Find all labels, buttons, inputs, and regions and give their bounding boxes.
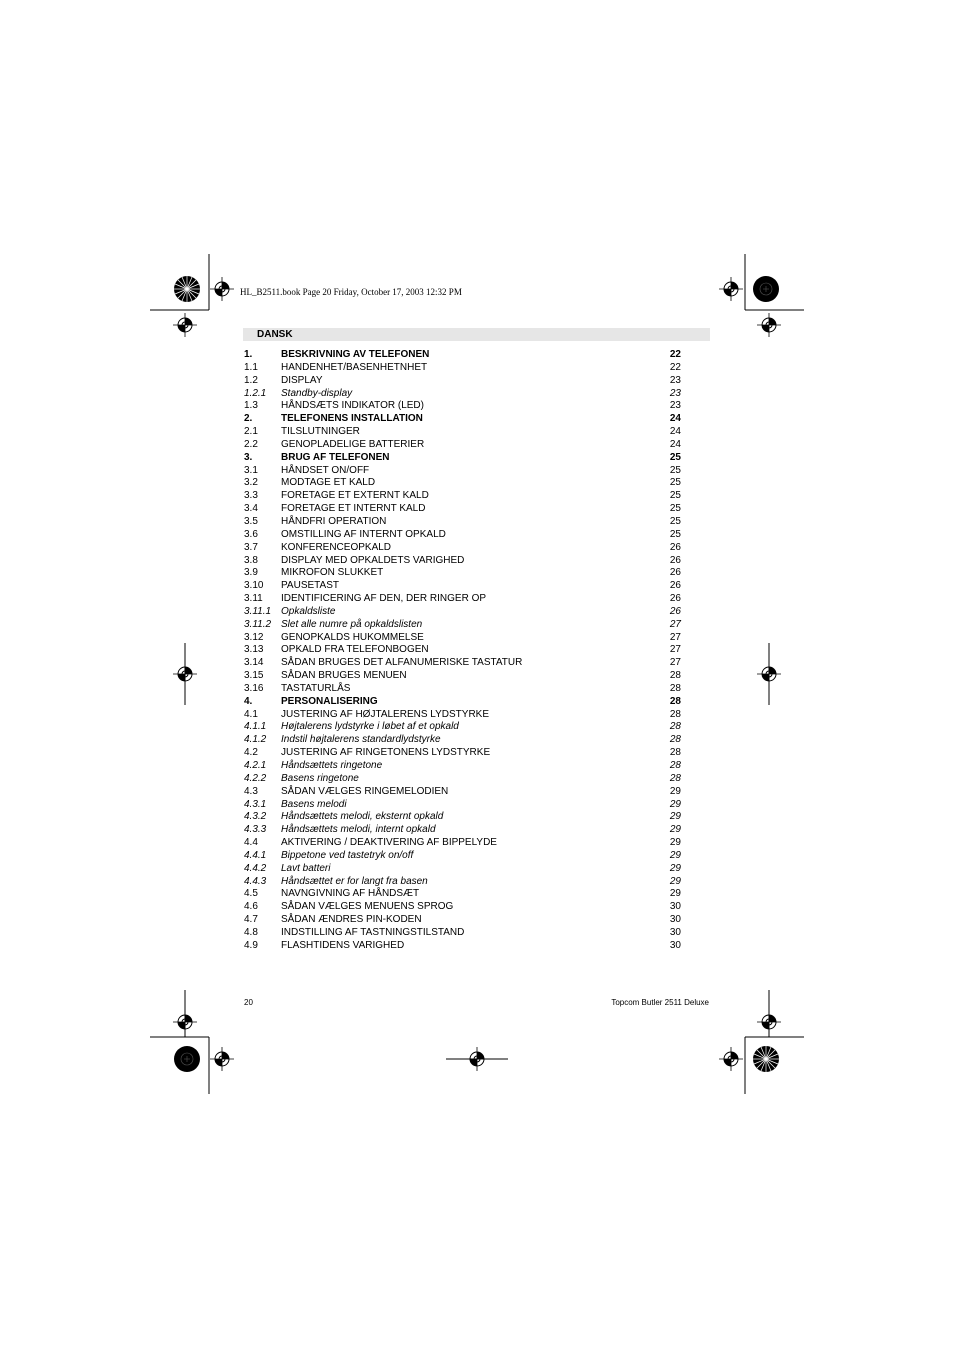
toc-entry-page: 29 [669, 849, 681, 861]
toc-entry-title: Håndsættet er for langt fra basen [281, 875, 428, 887]
toc-entry-page: 24 [669, 413, 681, 425]
toc-entry-num: 3.16 [244, 682, 264, 694]
toc-entry-num: 4.8 [244, 926, 258, 938]
toc-entry-title: INDSTILLING AF TASTNINGSTILSTAND [281, 926, 465, 938]
toc-entry-title: Bippetone ved tastetryk on/off [281, 849, 414, 861]
toc-entry-page: 28 [669, 747, 681, 759]
toc-entry[interactable] [244, 824, 684, 837]
toc-entry-title: JUSTERING AF HØJTALERENS LYDSTYRKE [281, 708, 490, 720]
toc-entry[interactable] [244, 657, 684, 670]
toc-entry-title: HÅNDSET ON/OFF [281, 464, 370, 476]
toc-entry-title: SÅDAN BRUGES MENUEN [281, 670, 407, 682]
toc-entry-num: 3.11 [244, 593, 263, 605]
toc-entry-title: TELEFONENS INSTALLATION [281, 413, 423, 425]
toc-entry-num: 2.2 [244, 438, 258, 450]
toc-entry-title: GENOPKALDS HUKOMMELSE [281, 631, 424, 643]
toc-entry[interactable] [244, 644, 684, 657]
toc-entry-page: 29 [669, 811, 681, 823]
toc-entry[interactable] [244, 362, 684, 375]
toc-entry[interactable] [244, 555, 684, 568]
toc-entry-num: 4.3.3 [244, 824, 267, 836]
toc-entry-title: Håndsættets melodi, internt opkald [281, 824, 436, 836]
toc-entry[interactable] [244, 477, 684, 490]
toc-entry[interactable] [244, 850, 684, 863]
toc-entry[interactable] [244, 683, 684, 696]
toc-entry-page: 29 [669, 862, 681, 874]
toc-entry-page: 25 [669, 528, 681, 540]
registration-crosshair-icon [719, 1047, 743, 1071]
toc-entry-num: 1.2 [244, 374, 258, 386]
toc-entry[interactable] [244, 940, 684, 953]
toc-entry[interactable] [244, 747, 684, 760]
toc-entry-page: 30 [669, 914, 681, 926]
toc-entry-page: 25 [669, 515, 681, 527]
toc-entry[interactable] [244, 670, 684, 683]
toc-entry-page: 28 [669, 734, 681, 746]
toc-entry[interactable] [244, 349, 684, 362]
registration-disc-icon [174, 1046, 200, 1072]
registration-crosshair-icon [210, 277, 234, 301]
toc-entry-title: SÅDAN VÆLGES RINGEMELODIEN [281, 785, 449, 797]
toc-entry-page: 26 [669, 580, 681, 592]
toc-entry[interactable] [244, 413, 684, 426]
toc-entry-num: 4.6 [244, 901, 258, 913]
toc-entry-page: 23 [669, 387, 681, 399]
toc-entry-num: 1. [244, 349, 253, 360]
page-number: 20 [244, 998, 253, 1007]
toc-entry-title: Højtalerens lydstyrke i løbet af et opkald [281, 721, 459, 733]
toc-entry-title: TASTATURLÅS [281, 682, 351, 694]
registration-crosshair-icon [210, 1047, 234, 1071]
toc-entry-page: 28 [669, 721, 681, 733]
toc-entry-page: 29 [669, 888, 681, 900]
print-header: HL_B2511.book Page 20 Friday, October 17, 2003 12:32 PM [240, 287, 462, 297]
toc-entry-page: 29 [669, 875, 681, 887]
toc-entry[interactable] [244, 863, 684, 876]
toc-entry[interactable] [244, 567, 684, 580]
toc-entry[interactable] [244, 760, 684, 773]
toc-entry-page: 28 [669, 772, 681, 784]
toc-entry-num: 4.4.2 [244, 862, 267, 874]
toc-entry-num: 3.4 [244, 503, 258, 515]
toc-entry-title: PAUSETAST [281, 580, 339, 592]
toc-entry-num: 2. [244, 413, 253, 425]
toc-entry-title: Håndsættets ringetone [281, 760, 383, 771]
toc-entry[interactable] [244, 529, 684, 542]
toc-entry-title: IDENTIFICERING AF DEN, DER RINGER OP [281, 593, 487, 605]
toc-entry-title: Indstil højtalerens standardlydstyrke [281, 734, 441, 746]
toc-entry-title: TILSLUTNINGER [281, 426, 360, 438]
toc-entry-num: 3.12 [244, 631, 264, 643]
product-name: Topcom Butler 2511 Deluxe [611, 998, 709, 1007]
toc-entry[interactable] [244, 606, 684, 619]
toc-entry-page: 23 [669, 400, 681, 412]
toc-entry[interactable] [244, 400, 684, 413]
toc-entry-num: 4.3.2 [244, 811, 267, 823]
toc-entry-page: 29 [669, 798, 681, 810]
toc-entry-num: 4.1.1 [244, 721, 267, 733]
toc-entry-title: SÅDAN VÆLGES MENUENS SPROG [281, 901, 454, 913]
section-heading-bar [243, 328, 710, 341]
toc-entry-num: 3.15 [244, 670, 264, 682]
toc-entry-num: 4.3 [244, 785, 258, 797]
toc-entry-page: 26 [669, 593, 681, 605]
toc-entry-page: 25 [669, 490, 681, 502]
toc-entry-num: 4.4.1 [244, 849, 267, 861]
toc-entry-num: 3.5 [244, 515, 258, 527]
toc-entry[interactable] [244, 773, 684, 786]
toc-entry[interactable] [244, 580, 684, 593]
toc-entry-page: 27 [669, 618, 681, 630]
toc-entry-num: 4.2 [244, 747, 258, 759]
toc-entry-title: DISPLAY [281, 374, 323, 386]
toc-entry-num: 4.1 [244, 708, 258, 720]
toc-entry[interactable] [244, 388, 684, 401]
toc-entry-num: 4.1.2 [244, 734, 267, 746]
toc-entry-page: 29 [669, 785, 681, 797]
toc-entry-title: MODTAGE ET KALD [281, 477, 376, 489]
toc-entry-num: 4.2.2 [244, 772, 267, 784]
toc-entry[interactable] [244, 786, 684, 799]
toc-entry-page: 25 [669, 464, 681, 476]
toc-entry-page: 23 [669, 374, 681, 386]
toc-entry-title: HÅNDSÆTS INDIKATOR (LED) [281, 400, 424, 412]
toc-entry-title: SÅDAN BRUGES DET ALFANUMERISKE TASTATUR [281, 657, 523, 669]
toc-entry[interactable] [244, 593, 684, 606]
toc-entry[interactable] [244, 516, 684, 529]
toc-entry-title: Basens ringetone [281, 772, 359, 784]
toc-entry-title: FORETAGE ET INTERNT KALD [281, 503, 426, 515]
toc-entry[interactable] [244, 439, 684, 452]
toc-entry-num: 4.2.1 [244, 760, 267, 771]
toc-entry-num: 3.11.2 [244, 618, 272, 630]
toc-entry-num: 1.2.1 [244, 387, 267, 399]
toc-entry[interactable] [244, 876, 684, 889]
toc-entry-num: 4.4.3 [244, 875, 267, 887]
toc-entry[interactable] [244, 426, 684, 439]
toc-entry-num: 3.6 [244, 528, 258, 540]
toc-entry-num: 3.8 [244, 554, 258, 566]
toc-entry-page: 30 [669, 926, 681, 938]
toc-entry-title: BRUG AF TELEFONEN [281, 451, 390, 463]
toc-entry-title: OMSTILLING AF INTERNT OPKALD [281, 528, 446, 540]
toc-entry-page: 28 [669, 695, 681, 707]
toc-entry-title: OPKALD FRA TELEFONBOGEN [281, 644, 429, 656]
toc-entry-page: 29 [669, 824, 681, 836]
toc-entry-num: 3.2 [244, 477, 258, 489]
registration-crosshair-icon [173, 313, 197, 337]
toc-entry-num: 3.1 [244, 464, 258, 476]
toc-entry[interactable] [244, 799, 684, 812]
toc-entry-page: 25 [669, 477, 681, 489]
toc-entry[interactable] [244, 837, 684, 850]
toc-entry[interactable] [244, 465, 684, 478]
toc-entry-title: GENOPLADELIGE BATTERIER [281, 438, 425, 450]
toc-entry-page: 22 [669, 361, 681, 373]
toc-entry[interactable] [244, 721, 684, 734]
toc-entry-num: 3.3 [244, 490, 258, 502]
toc-entry-title: KONFERENCEOPKALD [281, 541, 392, 553]
toc-entry[interactable] [244, 811, 684, 824]
toc-entry-num: 2.1 [244, 426, 258, 438]
toc-entry-num: 4.5 [244, 888, 258, 900]
toc-entry-page: 27 [669, 644, 681, 656]
toc-entry[interactable] [244, 914, 684, 927]
toc-entry[interactable] [244, 619, 684, 632]
toc-entry[interactable] [244, 375, 684, 388]
toc-entry-num: 4.7 [244, 914, 258, 926]
toc-entry-num: 4.9 [244, 939, 258, 951]
toc-entry[interactable] [244, 632, 684, 645]
toc-entry-page: 29 [669, 837, 681, 849]
toc-entry-page: 26 [669, 541, 681, 553]
toc-entry-num: 3.11.1 [244, 605, 272, 617]
toc-entry-title: Slet alle numre på opkaldslisten [281, 618, 423, 630]
toc-entry-page: 22 [669, 349, 681, 360]
toc-entry-num: 3.13 [244, 644, 264, 656]
registration-crosshair-icon [719, 277, 743, 301]
toc-entry-page: 26 [669, 567, 681, 579]
toc-entry-title: Håndsættets melodi, eksternt opkald [281, 811, 444, 823]
toc-entry-page: 28 [669, 670, 681, 682]
toc-entry[interactable] [244, 503, 684, 516]
toc-entry-page: 28 [669, 682, 681, 694]
toc-entry[interactable] [244, 709, 684, 722]
toc-entry-num: 3.7 [244, 541, 258, 553]
toc-entry-title: Lavt batteri [281, 862, 331, 874]
toc-entry-title: Standby-display [281, 387, 353, 399]
section-title: DANSK [257, 329, 293, 340]
toc-entry-title: Basens melodi [281, 798, 347, 810]
toc-entry[interactable] [244, 734, 684, 747]
toc-entry-num: 3.10 [244, 580, 264, 592]
toc-entry-page: 26 [669, 554, 681, 566]
toc-entry-page: 27 [669, 631, 681, 643]
toc-entry-page: 30 [669, 939, 681, 951]
toc-entry-title: PERSONALISERING [281, 695, 378, 707]
toc-entry-num: 1.1 [244, 361, 258, 373]
registration-crosshair-icon [757, 313, 781, 337]
toc-entry-page: 24 [669, 426, 681, 438]
toc-entry-num: 1.3 [244, 400, 258, 412]
toc-entry-title: FORETAGE ET EXTERNT KALD [281, 490, 429, 502]
toc-entry-num: 4. [244, 695, 253, 707]
toc-entry-num: 4.4 [244, 837, 258, 849]
toc-entry-title: SÅDAN ÆNDRES PIN-KODEN [281, 914, 422, 926]
toc-entry-title: JUSTERING AF RINGETONENS LYDSTYRKE [281, 747, 491, 759]
toc-entry-title: HANDENHET/BASENHETNHET [281, 361, 428, 373]
toc-entry-page: 28 [669, 760, 681, 771]
toc-entry-title: FLASHTIDENS VARIGHED [281, 939, 405, 951]
toc-entry-title: Opkaldsliste [281, 605, 336, 617]
toc-entry[interactable] [244, 927, 684, 940]
toc-entry-page: 25 [669, 451, 681, 463]
toc-entry-page: 30 [669, 901, 681, 913]
registration-disc-icon [753, 276, 779, 302]
toc-entry-num: 3. [244, 451, 253, 463]
toc-entry-page: 26 [669, 605, 681, 617]
toc-entry-page: 28 [669, 708, 681, 720]
toc-entry-num: 3.14 [244, 657, 264, 669]
toc-entry[interactable] [244, 888, 684, 901]
toc-entry-title: HÅNDFRI OPERATION [281, 515, 387, 527]
toc-entry[interactable] [244, 901, 684, 914]
toc-entry-title: BESKRIVNING AV TELEFONEN [281, 349, 430, 360]
toc-entry-page: 25 [669, 503, 681, 515]
toc-entry[interactable] [244, 490, 684, 503]
toc-entry-page: 24 [669, 438, 681, 450]
registration-starburst-icon [174, 276, 200, 302]
toc-entry-num: 4.3.1 [244, 798, 267, 810]
toc-entry-page: 27 [669, 657, 681, 669]
toc-entry-title: AKTIVERING / DEAKTIVERING AF BIPPELYDE [281, 837, 497, 849]
registration-starburst-icon [753, 1046, 779, 1072]
toc-entry-title: NAVNGIVNING AF HÅNDSÆT [281, 888, 420, 900]
toc-entry[interactable] [244, 452, 684, 465]
toc-entry-title: DISPLAY MED OPKALDETS VARIGHED [281, 554, 465, 566]
toc-entry-num: 3.9 [244, 567, 258, 579]
toc-entry-title: MIKROFON SLUKKET [281, 567, 384, 579]
table-of-contents [244, 349, 684, 953]
toc-entry[interactable] [244, 696, 684, 709]
toc-entry[interactable] [244, 542, 684, 555]
